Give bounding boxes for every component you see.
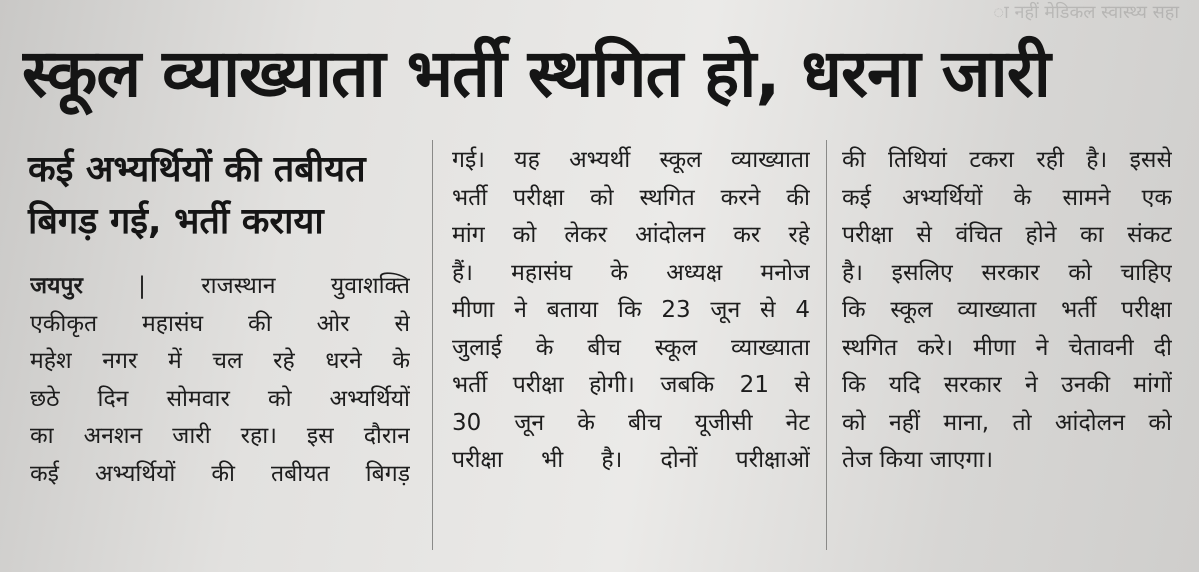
subhead-line-1: कई अभ्यर्थियों की तबीयत — [28, 149, 366, 190]
column-line: भर्ती परीक्षा होगी। जबकि 21 से — [452, 372, 810, 398]
column-line: महेश नगर में चल रहे धरने के — [30, 348, 410, 374]
article-column-2 — [452, 142, 810, 480]
column-line: का अनशन जारी रहा। इस दौरान — [30, 423, 410, 449]
column-line: परीक्षा से वंचित होने का संकट — [842, 222, 1172, 248]
column-line: तेज किया जाएगा। — [842, 447, 994, 473]
article-column-3 — [842, 142, 1172, 480]
masthead-bleed-text: ा नहीं मेडिकल स्वास्थ्य सहा — [993, 2, 1179, 22]
column-line: कि यदि सरकार ने उनकी मांगों — [842, 372, 1172, 398]
column-line: स्थगित करे। मीणा ने चेतावनी दी — [842, 334, 1172, 361]
article-column-1 — [30, 268, 410, 493]
column-line-text: राजस्थान युवाशक्ति — [201, 273, 410, 299]
column-line: है। इसलिए सरकार को चाहिए — [842, 259, 1172, 286]
column-line: छठे दिन सोमवार को अभ्यर्थियों — [30, 385, 410, 412]
subheadline — [28, 144, 428, 248]
column-line: को नहीं माना, तो आंदोलन को — [842, 409, 1172, 436]
subhead-line-2: बिगड़ गई, भर्ती कराया — [28, 201, 324, 242]
column-divider — [826, 140, 827, 550]
column-line: 30 जून के बीच यूजीसी नेट — [452, 409, 810, 436]
column-line: जुलाई के बीच स्कूल व्याख्याता — [452, 334, 810, 361]
column-line: मांग को लेकर आंदोलन कर रहे — [452, 222, 810, 248]
column-divider — [432, 140, 433, 550]
column-line: कई अभ्यर्थियों के सामने एक — [842, 184, 1172, 211]
dateline: जयपुर — [30, 273, 83, 299]
column-line: गई। यह अभ्यर्थी स्कूल व्याख्याता — [452, 147, 810, 173]
column-line: कि स्कूल व्याख्याता भर्ती परीक्षा — [842, 297, 1172, 323]
column-line: परीक्षा भी है। दोनों परीक्षाओं — [452, 447, 810, 473]
dateline-separator: | — [82, 273, 202, 299]
column-line — [30, 268, 410, 306]
headline: स्कूल व्याख्याता भर्ती स्थगित हो, धरना जारी — [22, 35, 1050, 112]
column-line: की तिथियां टकरा रही है। इससे — [842, 147, 1172, 173]
column-line: एकीकृत महासंघ की ओर से — [30, 310, 410, 337]
column-line: कई अभ्यर्थियों की तबीयत बिगड़ — [30, 460, 410, 487]
column-line: मीणा ने बताया कि 23 जून से 4 — [452, 297, 810, 323]
column-line: हैं। महासंघ के अध्यक्ष मनोज — [452, 259, 810, 286]
column-line: भर्ती परीक्षा को स्थगित करने की — [452, 184, 810, 211]
